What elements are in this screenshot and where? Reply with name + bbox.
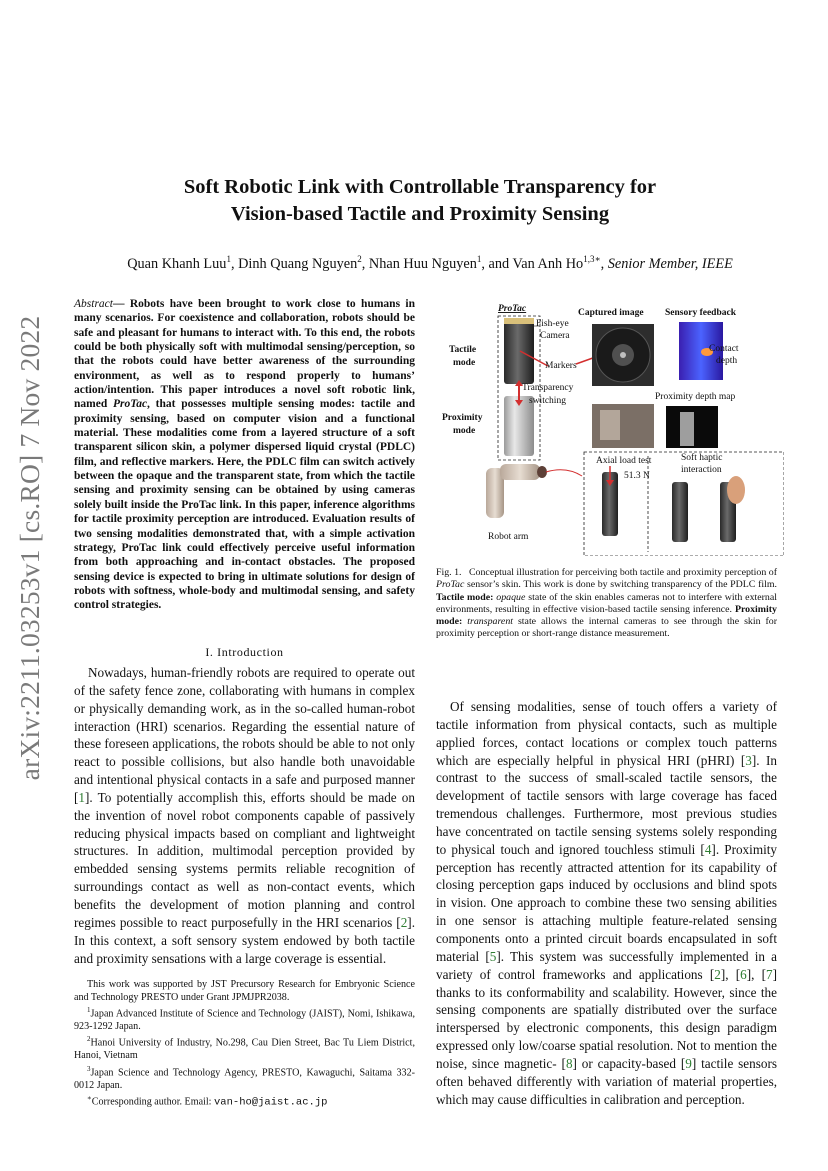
footnote-mark: 1 bbox=[87, 1006, 91, 1014]
citation-link[interactable]: 3 bbox=[745, 752, 752, 768]
fig-label-markers: Markers bbox=[545, 361, 577, 371]
abstract-text-2: , that possesses multiple sensing modes: tactile and proximity sensing, based on computer vision and a functional material. These modalities come from a layered structure of a soft transparent silicon skin, a polymer dispersed liquid crystal (PDLC) film, and reflective markers. Here, the PDLC film can switch actively between the opaque and the transparent state, from which the tactile sensing and proximity sensing can be obtained by using cameras solely built inside the ProTac link. In this paper, inference algorithms for tactile proximity perception are introduced. Evaluation results of two sensing modalities demonstrated that, with a simple activation strategy, ProTac link could effectively perceive useful information from both approaching and in-contact obstacles. The proposed sensing device is expected to bring in ultimate solutions for design of robots with softness, whole-body and multimodal sensing, and safety control strategies. bbox=[74, 398, 415, 612]
right-text-4: ]. This system was successfully implemented in a variety of control frameworks and applications [ bbox=[436, 948, 778, 982]
right-text-7: ] thanks to its conformability and scalability. However, since the sensing components are spatially distributed over the surface interspersed by electronic components, this design paradigm expressed only low/coarse spatial resolution. Not to mention the noise, since magnetic- [ bbox=[436, 966, 777, 1071]
fig-label-proximity: Proximity bbox=[442, 413, 483, 423]
caption-text-2: sensor’s skin. This work is done by switching transparency of the PDLC film. bbox=[464, 579, 777, 591]
fisheye-lens bbox=[620, 352, 626, 358]
fig-label-depth: depth bbox=[716, 356, 738, 366]
fig-label-fish-eye: Fish-eye bbox=[536, 319, 569, 329]
author-2-affil: 2 bbox=[357, 254, 362, 264]
arm-connector bbox=[546, 470, 582, 476]
caption-text-4: state allows the internal cameras to see through the skin for proximity perception or short-range distance measurement. bbox=[436, 616, 777, 640]
intro-text-1: Nowadays, human-friendly robots are required to operate out of the safety fence zone, collaborating with humans in complex or physically demanding work, as in the so-called human-robot interaction (HRI) scenarios. Regarding the essential nature of these foreseen applications, the robots should be able to not only react to possible collisions, but also handle both unavoidable and intentional physical contacts in a safe and purposed manner [ bbox=[74, 665, 415, 805]
proximity-scene-detail bbox=[600, 410, 620, 440]
caption-text-3: state of the skin enables cameras not to interfere with external environments, resulting in effective vision-based tactile sensing inference. bbox=[436, 591, 777, 615]
author-list: Quan Khanh Luu$^1$, Dinh Quang Nguyen$^2$, Nhan Huu Nguyen$^1$, and Van Anh $Ho^{1,3∗}$, Senior Member, IEEE bbox=[127, 254, 733, 272]
section-heading-introduction: I. Introduction bbox=[205, 645, 284, 659]
arxiv-stamp bbox=[6, 248, 54, 848]
fig-label-transparency: Transparency bbox=[522, 383, 574, 393]
footnote-text: Japan Advanced Institute of Science and Technology (JAIST), Nomi, Ishikawa, 923-1292 Japan. bbox=[74, 1008, 415, 1032]
fig-label-camera: Camera bbox=[540, 331, 570, 341]
citation-link[interactable]: 5 bbox=[489, 948, 497, 964]
fig-label-contact: Contact bbox=[709, 344, 739, 354]
citation-link[interactable]: 6 bbox=[740, 966, 747, 982]
caption-tactile-mode: Tactile mode: bbox=[436, 591, 494, 603]
caption-transparent: transparent bbox=[467, 616, 514, 628]
fig-label-robot-arm: Robot arm bbox=[488, 532, 529, 542]
right-column-paragraph bbox=[436, 698, 777, 1108]
abstract-text-1: Robots have been brought to work close to humans in many scenarios. For coexistence and collaboration, robots should be safe and pleasant for humans to interact with. To this end, the robots could be both physically soft with multimodal sensing/perception, so that the robots could have better awareness of the surrounding environment, as well as to respond properly to humans’ action/intention. This paper introduces a novel soft robotic link, named bbox=[74, 298, 415, 411]
citation-link[interactable]: 2 bbox=[714, 966, 721, 982]
abstract-protac: ProTac bbox=[112, 398, 148, 411]
haptic-sensor-1 bbox=[672, 482, 688, 542]
hand-illustration bbox=[727, 476, 745, 504]
footnote-affil-3 bbox=[74, 1063, 415, 1092]
fig-label-protac: ProTac bbox=[498, 304, 527, 314]
footnote-mark: ∗ bbox=[87, 1094, 92, 1103]
footnote-text: Japan Science and Technology Agency, PRESTO, Kawaguchi, Saitama 332-0012 Japan. bbox=[74, 1067, 415, 1091]
abstract bbox=[74, 297, 415, 613]
caption-label: Fig. 1. bbox=[436, 567, 462, 578]
author-suffix: Senior Member, IEEE bbox=[607, 255, 733, 272]
right-text-2: ]. In contrast to the success of small-scaled tactile sensors, the development of tactile sensors with large coverage has faced tremendous challenges. Furthermore, most previous studies have concentrated on tactile sensing systems solely responding to physical touch and ignored touchless stimuli [ bbox=[436, 752, 777, 857]
author-3: Nhan Huu Nguyen bbox=[368, 255, 477, 272]
fig-label-mode-2: mode bbox=[453, 426, 476, 436]
fig-label-soft-haptic: Soft haptic bbox=[681, 453, 723, 463]
right-text-5: ], [ bbox=[720, 966, 741, 982]
citation-link[interactable]: 1 bbox=[78, 789, 85, 805]
citation-link[interactable]: 9 bbox=[685, 1055, 692, 1071]
robot-arm-joint bbox=[537, 466, 547, 478]
caption-proximity-mode: Proximity mode: bbox=[436, 603, 777, 628]
right-text-9: ] tactile sensors often behaved differently with variation of material properties, which may cause difficulties in calibration and perception. bbox=[436, 1055, 777, 1107]
abstract-lead: Abstract bbox=[74, 298, 113, 310]
author-1: Quan Khanh Luu bbox=[127, 255, 227, 272]
footnote-corresponding bbox=[74, 1092, 415, 1109]
right-text-8: ] or capacity-based [ bbox=[572, 1055, 686, 1071]
fig-label-sensory-feedback: Sensory feedback bbox=[665, 308, 736, 318]
intro-paragraph bbox=[74, 664, 415, 967]
author-2: Dinh Quang Nguyen bbox=[238, 255, 358, 272]
arxiv-stamp-text: arXiv:2211.03253v1 [cs.RO] 7 Nov 2022 bbox=[14, 315, 45, 781]
footnote-affil-2 bbox=[74, 1033, 415, 1062]
citation-link[interactable]: 7 bbox=[766, 966, 773, 982]
title-line-1: Soft Robotic Link with Controllable Transparency for bbox=[183, 176, 657, 198]
abstract-dash: — bbox=[112, 298, 130, 310]
robot-arm-link bbox=[500, 464, 540, 480]
right-text-6: ], [ bbox=[746, 966, 766, 982]
fig-label-load-value: 51.3 N bbox=[624, 471, 650, 481]
citation-link[interactable]: 8 bbox=[565, 1055, 573, 1071]
footnote-text: Corresponding author. Email: bbox=[91, 1096, 214, 1108]
caption-protac: ProTac bbox=[436, 579, 465, 591]
footnote-funding: This work was supported by JST Precursory Research for Embryonic Science and Technology PRESTO under Grant JPMJPR2038. bbox=[74, 979, 415, 1003]
right-text-3: ]. Proximity perception has recently attracted attention for its capability of closing perception gaps induced by occlusions and blind spots in vision. One approach to combine these two sensing abilities in one sensor is attaching multiple feature-related sensing components onto a printed circuit boards encapsulated in soft material [ bbox=[436, 841, 777, 964]
sensor-opaque-section bbox=[504, 320, 534, 384]
citation-link[interactable]: 2 bbox=[400, 914, 408, 930]
footnotes bbox=[74, 979, 415, 1109]
author-3-affil: 1 bbox=[476, 254, 482, 264]
fig-label-interaction: interaction bbox=[681, 465, 722, 475]
fig-label-axial-load-test: Axial load test bbox=[596, 456, 652, 466]
title-line-2: Vision-based Tactile and Proximity Sensing bbox=[230, 203, 610, 225]
fig-label-tactile: Tactile bbox=[449, 345, 477, 355]
paper-title bbox=[100, 174, 740, 228]
author-4: Van Anh Ho bbox=[512, 255, 584, 272]
footnote-mark: 3 bbox=[87, 1064, 91, 1073]
intro-text-3: ]. In this context, a soft sensory system endowed by both tactile and proximity sensations with a large coverage is essential. bbox=[74, 914, 415, 966]
footnote-text: Hanoi University of Industry, No.298, Cau Dien Street, Bac Tu Liem District, Hanoi, Vietnam bbox=[74, 1037, 415, 1062]
caption-opaque: opaque bbox=[496, 591, 526, 603]
author-1-affil: 1 bbox=[226, 254, 231, 264]
fig-label-proximity-depth-map: Proximity depth map bbox=[655, 392, 736, 402]
footnote-affil-1 bbox=[74, 1004, 415, 1033]
right-text-1: Of sensing modalities, sense of touch offers a variety of tactile information from physical contacts, such as multiple applied forces, contact locations or complex touch patterns which are especially helpful in physical HRI (pHRI) [ bbox=[436, 699, 777, 768]
footnote-mark: 2 bbox=[87, 1035, 91, 1044]
fig-label-switching: switching bbox=[529, 396, 566, 406]
caption-text-1: Conceptual illustration for perceiving both tactile and proximity perception of bbox=[468, 567, 777, 578]
email-link[interactable]: van-ho@jaist.ac.jp bbox=[214, 1096, 328, 1109]
figure-1 bbox=[436, 296, 784, 556]
fig-label-mode-1: mode bbox=[453, 358, 476, 368]
proximity-depth-figure bbox=[680, 412, 694, 446]
sensor-cap bbox=[504, 318, 534, 324]
citation-link[interactable]: 4 bbox=[704, 841, 712, 857]
figure-illustration bbox=[436, 296, 784, 556]
intro-text-2: ]. To potentially accomplish this, efforts should be made on the invention of novel robot components capable of passively reducing physical impacts based on compliant and lightweight structures. In addition, multimodal perception provided by embedded sensing systems permits reliable recognition of surroundings contact as well as non-contact events, which benefits the development of motion planning and control regimes possible to react purposefully in the HRI scenarios [ bbox=[74, 789, 415, 930]
figure-caption bbox=[436, 567, 777, 641]
fig-label-captured-image: Captured image bbox=[578, 308, 644, 318]
author-4-affil: 1,3∗ bbox=[583, 254, 601, 264]
